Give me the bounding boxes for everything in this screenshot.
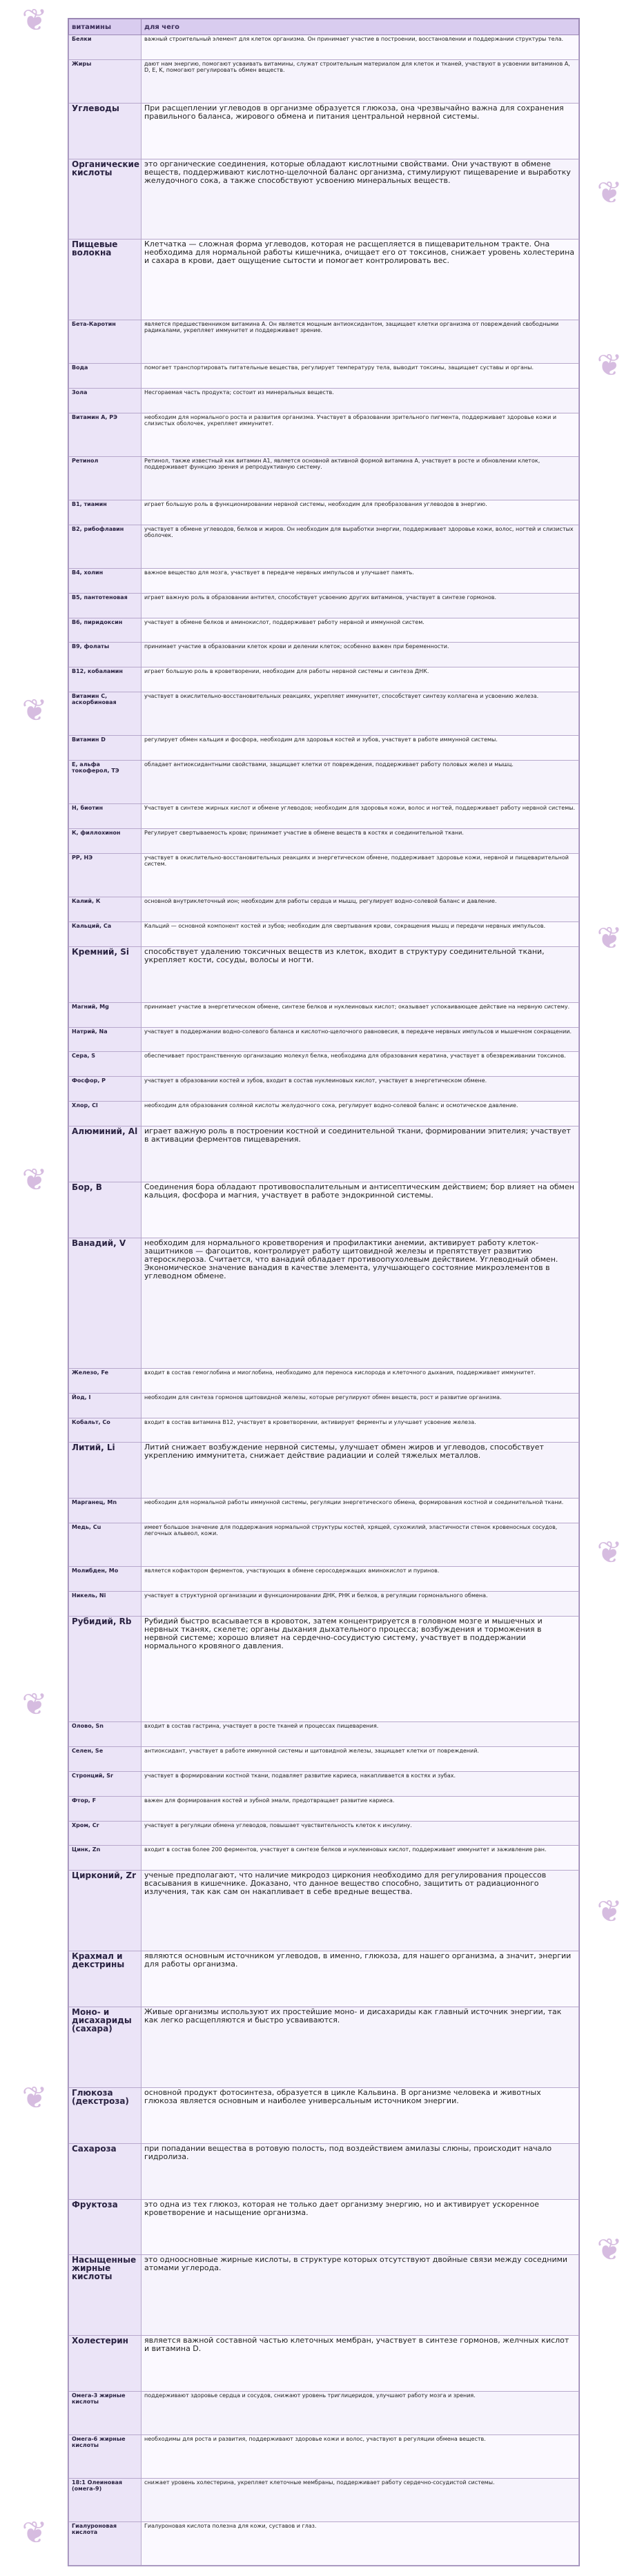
nutrient-description-cell: принимает участие в энергетическом обмене, синтезе белков и нуклеиновых кислот; оказывает успокаивающее действие на нервную систему.: [142, 1002, 579, 1027]
nutrient-description-cell: участвует в регуляции обмена углеводов, повышает чувствительность клеток к инсулину.: [142, 1821, 579, 1846]
column-header-name: витамины: [69, 19, 142, 35]
table-row: [69, 897, 579, 921]
nutrient-description-cell: Соединения бора обладают противовоспалительным и антисептическим действием; бор влияет на обмен кальция, фосфора и магния, участвует в работе эндокринной системы.: [142, 1182, 579, 1238]
nutrient-description-cell: Литий снижает возбуждение нервной системы, улучшает обмен жиров и углеводов, способствует укреплению иммунитета, снижает действие радиации и солей тяжелых металлов.: [142, 1443, 579, 1499]
table-row: [69, 804, 579, 829]
nutrient-description-cell: принимает участие в образовании клеток крови и делении клеток; особенно важен при беременности.: [142, 643, 579, 667]
table-row: [69, 364, 579, 389]
nutrient-description-cell: Участвует в синтезе жирных кислот и обмене углеводов; необходим для здоровья кожи, волос и ногтей, поддерживает работу нервной системы.: [142, 804, 579, 829]
nutrient-description-cell: Несгораемая часть продукта; состоит из минеральных веществ.: [142, 389, 579, 413]
nutrient-description-cell: Клетчатка — сложная форма углеводов, которая не расщепляется в пищеварительном тракте. Она необходима для нормальной работы кишечника, очищает его от токсинов, снижает уровень холестерина и сахара в крови, дает ощущение сытости и помогает контролировать вес.: [142, 240, 579, 320]
nutrient-description-cell: необходим для нормальной работы иммунной системы, регуляции энергетического обмена, формирования костной и соединительной ткани.: [142, 1499, 579, 1523]
nutrient-name-cell: В2, рибофлавин: [69, 525, 142, 568]
table-row: [69, 1102, 579, 1126]
nutrient-description-cell: является важной составной частью клеточных мембран, участвует в синтезе гормонов, желчных кислот и витамина D.: [142, 2336, 579, 2392]
nutrient-description-cell: играет важную роль в образовании антител, способствует усвоению других витаминов, участвует в синтезе гормонов.: [142, 593, 579, 618]
table-row: [69, 1846, 579, 1871]
swirl-ornament-icon: ❦: [21, 1687, 48, 1722]
nutrient-description-cell: участвует в обмене белков и аминокислот, поддерживает работу нервной и иммунной систем.: [142, 618, 579, 643]
nutrient-description-cell: поддерживают здоровье сердца и сосудов, снижают уровень триглицеридов, улучшают работу мозга и зрения.: [142, 2392, 579, 2435]
nutrient-description-cell: Ретинол, также известный как витамин А1, является основной активной формой витамина А, участвует в росте и обновлении клеток, поддерживает функцию зрения и репродуктивную систему.: [142, 456, 579, 500]
table-row: [69, 2143, 579, 2199]
table-row: [69, 829, 579, 854]
nutrient-name-cell: Насыщенные жирные кислоты: [69, 2255, 142, 2336]
nutrient-name-cell: Рубидий, Rb: [69, 1617, 142, 1722]
nutrient-description-cell: участвует в формировании костной ткани, подавляет развитие кариеса, накапливается в костях и зубах.: [142, 1771, 579, 1796]
nutrient-name-cell: Фруктоза: [69, 2199, 142, 2255]
swirl-ornament-icon: ❦: [21, 3, 48, 38]
nutrient-name-cell: Фосфор, Р: [69, 1077, 142, 1102]
swirl-ornament-icon: ❦: [596, 1535, 623, 1570]
nutrient-name-cell: К, филлохинон: [69, 829, 142, 854]
nutrient-name-cell: Ретинол: [69, 456, 142, 500]
table-row: [69, 35, 579, 60]
table-row: [69, 1951, 579, 2007]
swirl-ornament-icon: ❦: [21, 1162, 48, 1198]
table-row: [69, 568, 579, 593]
nutrient-description-cell: входит в состав витамина В12, участвует в кроветворении, активирует ферменты и улучшает усвоение железа.: [142, 1418, 579, 1443]
nutrient-name-cell: В9, фолаты: [69, 643, 142, 667]
nutrient-description-cell: необходимы для роста и развития, поддерживают здоровье кожи и волос, участвуют в регуляции обмена веществ.: [142, 2434, 579, 2478]
nutrient-description-cell: играет важную роль в построении костной и соединительной ткани, формировании эпителия; участвует в активации ферментов пищеварения.: [142, 1126, 579, 1182]
swirl-ornament-icon: ❦: [21, 693, 48, 728]
nutrient-description-cell: Живые организмы используют их простейшие моно- и дисахариды как главный источник энергии, так как легко расщепляются и быстро усваиваются.: [142, 2007, 579, 2088]
nutrient-description-cell: необходим для нормального роста и развития организма. Участвует в образовании зрительного пигмента, поддерживает здоровье кожи и слизистых оболочек, укрепляет иммунитет.: [142, 413, 579, 457]
nutrient-name-cell: Углеводы: [69, 103, 142, 159]
nutrient-description-cell: дают нам энергию, помогают усваивать витамины, служат строительным материалом для клеток и тканей, участвуют в усвоении витаминов A, D, E, K, помогают регулировать обмен веществ.: [142, 59, 579, 103]
table-row: [69, 1077, 579, 1102]
nutrient-name-cell: Молибден, Мо: [69, 1567, 142, 1592]
nutrient-description-cell: участвует в обмене углеводов, белков и жиров. Он необходим для выработки энергии, поддерживает здоровье кожи, волос, ногтей и слизистых оболочек.: [142, 525, 579, 568]
nutrient-name-cell: Моно- и дисахариды (сахара): [69, 2007, 142, 2088]
nutrient-name-cell: Витамин D: [69, 736, 142, 761]
nutrient-description-cell: необходим для нормального кроветворения и профилактики анемии, активирует работу клеток-защитников — фагоцитов, контролирует работу щитовидной железы и препятствует развитию атеросклероза. Считается, что ванадий обладает противоопухолевым действием. Углеводный обмен. Экономическое значение ванадия в качестве элемента, улучшающего состояние микроэлементов в углеводном обмене.: [142, 1238, 579, 1368]
nutrient-name-cell: Калий, К: [69, 897, 142, 921]
nutrient-name-cell: Сера, S: [69, 1052, 142, 1077]
swirl-ornament-icon: ❦: [596, 2232, 623, 2267]
nutrient-name-cell: Жиры: [69, 59, 142, 103]
table-row: [69, 1499, 579, 1523]
nutrient-description-cell: являются основным источником углеводов, в именно, глюкоза, для нашего организма, а значит, энергии для работы организма.: [142, 1951, 579, 2007]
nutrient-description-cell: ученые предполагают, что наличие микродоз циркония необходимо для регулирования процессов всасывания в кишечнике. Доказано, что данное вещество способно, защитить от радиационного излучения, так как сам он накапливает в себе вредные вещества.: [142, 1871, 579, 1951]
nutrient-name-cell: Бета-Каротин: [69, 320, 142, 364]
nutrient-name-cell: Ванадий, V: [69, 1238, 142, 1368]
nutrient-description-cell: При расщеплении углеводов в организме образуется глюкоза, она чрезвычайно важна для сохранения правильного баланса, жирового обмена и питания центральной нервной системы.: [142, 103, 579, 159]
table-row: [69, 1393, 579, 1418]
nutrient-name-cell: В4, холин: [69, 568, 142, 593]
nutrient-name-cell: В6, пиридоксин: [69, 618, 142, 643]
table-row: [69, 2199, 579, 2255]
nutrient-description-cell: входит в состав гастрина, участвует в росте тканей и процессах пищеварения.: [142, 1721, 579, 1746]
nutrient-name-cell: Алюминий, Al: [69, 1126, 142, 1182]
table-row: [69, 2392, 579, 2435]
nutrient-name-cell: Медь, Cu: [69, 1523, 142, 1567]
table-row: [69, 1617, 579, 1722]
table-header-row: [69, 19, 579, 35]
swirl-ornament-icon: ❦: [21, 2515, 48, 2550]
nutrient-description-cell: важный строительный элемент для клеток организма. Он принимает участие в построении, восстановлении и поддержании структуры тела.: [142, 35, 579, 60]
nutrient-name-cell: Йод, I: [69, 1393, 142, 1418]
table-row: [69, 456, 579, 500]
nutrient-name-cell: Пищевые волокна: [69, 240, 142, 320]
nutrient-name-cell: Белки: [69, 35, 142, 60]
nutrient-description-cell: снижает уровень холестерина, укрепляет клеточные мембраны, поддерживает работу сердечно-сосудистой системы.: [142, 2478, 579, 2521]
table-row: [69, 2087, 579, 2143]
nutrient-name-cell: Кальций, Са: [69, 921, 142, 946]
nutrient-description-cell: участвует в образовании костей и зубов, входит в состав нуклеиновых кислот, участвует в энергетическом обмене.: [142, 1077, 579, 1102]
nutrient-description-cell: обладает антиоксидантными свойствами, защищает клетки от повреждения, поддерживает работу половых желез и мышц.: [142, 761, 579, 804]
nutrient-description-cell: Регулирует свертываемость крови; принимает участие в обмене веществ в костях и соединительной ткани.: [142, 829, 579, 854]
table-row: [69, 2007, 579, 2088]
nutrient-description-cell: играет большую роль в кроветворении, необходим для работы нервной системы и синтеза ДНК.: [142, 667, 579, 692]
nutrient-description-cell: при попадании вещества в ротовую полость, под воздействием амилазы слюны, происходит начало гидролиза.: [142, 2143, 579, 2199]
nutrient-name-cell: Бор, В: [69, 1182, 142, 1238]
table-row: [69, 1746, 579, 1771]
table-row: [69, 1002, 579, 1027]
table-row: [69, 1721, 579, 1746]
table-row: [69, 1871, 579, 1951]
nutrient-description-cell: Кальций — основной компонент костей и зубов; необходим для свертывания крови, сокращения мышц и передачи нервных импульсов.: [142, 921, 579, 946]
nutrient-name-cell: В1, тиамин: [69, 500, 142, 525]
nutrient-name-cell: Кобальт, Со: [69, 1418, 142, 1443]
nutrient-description-cell: важен для формирования костей и зубной эмали, предотвращает развитие кариеса.: [142, 1796, 579, 1821]
nutrient-name-cell: Никель, Ni: [69, 1592, 142, 1617]
table-row: [69, 240, 579, 320]
table-row: [69, 2255, 579, 2336]
table-row: [69, 736, 579, 761]
table-row: [69, 500, 579, 525]
table-row: [69, 2478, 579, 2521]
nutrient-name-cell: Железо, Fe: [69, 1368, 142, 1393]
nutrient-description-cell: входит в состав гемоглобина и миоглобина, необходимо для переноса кислорода и клеточного дыхания, поддерживает иммунитет.: [142, 1368, 579, 1393]
nutrient-description-cell: основной продукт фотосинтеза, образуется в цикле Кальвина. В организме человека и животных глюкоза является основным и наиболее универсальным источником энергии.: [142, 2087, 579, 2143]
table-row: [69, 2434, 579, 2478]
table-row: [69, 667, 579, 692]
swirl-ornament-icon: ❦: [596, 175, 623, 211]
nutrient-description-cell: основной внутриклеточный ион; необходим для работы сердца и мышц, регулирует водно-солевой баланс и давление.: [142, 897, 579, 921]
table-row: [69, 1592, 579, 1617]
nutrient-name-cell: Олово, Sn: [69, 1721, 142, 1746]
nutrient-description-cell: необходим для синтеза гормонов щитовидной железы, которые регулируют обмен веществ, рост и развитие организма.: [142, 1393, 579, 1418]
table-row: [69, 1238, 579, 1368]
swirl-ornament-icon: ❦: [596, 921, 623, 956]
table-row: [69, 1052, 579, 1077]
nutrient-name-cell: Цинк, Zn: [69, 1846, 142, 1871]
table-body: [69, 35, 579, 2566]
nutrient-name-cell: В5, пантотеновая: [69, 593, 142, 618]
nutrient-description-cell: регулирует обмен кальция и фосфора, необходим для здоровья костей и зубов, участвует в работе иммунной системы.: [142, 736, 579, 761]
table-row: [69, 1796, 579, 1821]
nutrient-name-cell: Органические кислоты: [69, 159, 142, 240]
table-row: [69, 643, 579, 667]
nutrient-description-cell: входит в состав более 200 ферментов, участвует в синтезе белков и нуклеиновых кислот, поддерживает иммунитет и заживление ран.: [142, 1846, 579, 1871]
table-row: [69, 593, 579, 618]
nutrient-description-cell: Рубидий быстро всасывается в кровоток, затем концентрируется в головном мозге и мышечных и нервных тканях, скелете; органы дыхания дыхательного процесса; возбуждения и торможения в нервной системе; хорошо влияет на сердечно-сосудистую систему, участвует в поддержании нормального кровяного давления.: [142, 1617, 579, 1722]
table-row: [69, 618, 579, 643]
nutrient-name-cell: Магний, Mg: [69, 1002, 142, 1027]
table-row: [69, 1182, 579, 1238]
nutrient-name-cell: Литий, Li: [69, 1443, 142, 1499]
nutrient-name-cell: В12, кобаламин: [69, 667, 142, 692]
table-row: [69, 1443, 579, 1499]
table-row: [69, 921, 579, 946]
nutrient-description-cell: Гиалуроновая кислота полезна для кожи, суставов и глаз.: [142, 2521, 579, 2565]
table-row: [69, 1126, 579, 1182]
vitamins-table: [68, 18, 580, 2566]
nutrient-name-cell: Хлор, Cl: [69, 1102, 142, 1126]
nutrient-description-cell: имеет большое значение для поддержания нормальной структуры костей, хрящей, сухожилий, эластичности стенок кровеносных сосудов, легочных альвеол, кожи.: [142, 1523, 579, 1567]
nutrient-description-cell: способствует удалению токсичных веществ из клеток, входит в структуру соединительной ткани, укрепляет кости, сосуды, волосы и ногти.: [142, 946, 579, 1002]
nutrient-description-cell: это одноосновные жирные кислоты, в структуре которых отсутствуют двойные связи между соседними атомами углерода.: [142, 2255, 579, 2336]
nutrient-description-cell: антиоксидант, участвует в работе иммунной системы и щитовидной железы, защищает клетки от повреждений.: [142, 1746, 579, 1771]
swirl-ornament-icon: ❦: [596, 348, 623, 383]
nutrient-description-cell: играет большую роль в функционировании нервной системы, необходим для преобразования углеводов в энергию.: [142, 500, 579, 525]
nutrient-name-cell: Н, биотин: [69, 804, 142, 829]
nutrient-name-cell: РР, НЭ: [69, 853, 142, 897]
nutrient-description-cell: является предшественником витамина А. Он является мощным антиоксидантом, защищает клетки организма от повреждений свободными радикалами, укрепляет иммунитет и поддерживает зрение.: [142, 320, 579, 364]
table-row: [69, 692, 579, 736]
nutrient-name-cell: Омега-3 жирные кислоты: [69, 2392, 142, 2435]
table-row: [69, 1771, 579, 1796]
nutrient-name-cell: Кремний, Si: [69, 946, 142, 1002]
table-row: [69, 1027, 579, 1052]
nutrient-name-cell: Натрий, Na: [69, 1027, 142, 1052]
table-row: [69, 389, 579, 413]
nutrient-name-cell: 18:1 Олеиновая (омега-9): [69, 2478, 142, 2521]
nutrient-name-cell: Хром, Cr: [69, 1821, 142, 1846]
nutrient-description-cell: это одна из тех глюкоз, которая не только дает организму энергию, но и активирует ускоренное кроветворение и насыщение организма.: [142, 2199, 579, 2255]
nutrient-name-cell: Селен, Se: [69, 1746, 142, 1771]
table-row: [69, 2336, 579, 2392]
table-row: [69, 946, 579, 1002]
table-row: [69, 103, 579, 159]
table-row: [69, 853, 579, 897]
table-row: [69, 2521, 579, 2565]
table-row: [69, 1567, 579, 1592]
nutrient-name-cell: Е, альфа токоферол, ТЭ: [69, 761, 142, 804]
nutrient-name-cell: Цирконий, Zr: [69, 1871, 142, 1951]
nutrient-name-cell: Глюкоза (декстроза): [69, 2087, 142, 2143]
nutrient-name-cell: Витамин А, РЭ: [69, 413, 142, 457]
nutrient-description-cell: участвует в окислительно-восстановительных реакциях, укрепляет иммунитет, способствует синтезу коллагена и усвоению железа.: [142, 692, 579, 736]
nutrient-description-cell: обеспечивает пространственную организацию молекул белка, необходима для образования кератина, участвует в обезвреживании токсинов.: [142, 1052, 579, 1077]
table-row: [69, 761, 579, 804]
nutrient-description-cell: важное вещество для мозга, участвует в передаче нервных импульсов и улучшает память.: [142, 568, 579, 593]
nutrient-name-cell: Витамин С, аскорбиновая: [69, 692, 142, 736]
nutrient-description-cell: участвует в окислительно-восстановительных реакциях и энергетическом обмене, поддерживает здоровье кожи, нервной и пищеварительной систем.: [142, 853, 579, 897]
swirl-ornament-icon: ❦: [596, 1894, 623, 1929]
nutrient-name-cell: Фтор, F: [69, 1796, 142, 1821]
nutrient-description-cell: помогает транспортировать питательные вещества, регулирует температуру тела, выводит токсины, защищает суставы и органы.: [142, 364, 579, 389]
nutrient-description-cell: участвует в структурной организации и функционировании ДНК, РНК и белков, в регуляции гормонального обмена.: [142, 1592, 579, 1617]
nutrient-name-cell: Гиалуроновая кислота: [69, 2521, 142, 2565]
table-row: [69, 1523, 579, 1567]
table-row: [69, 1368, 579, 1393]
nutrient-name-cell: Стронций, Sr: [69, 1771, 142, 1796]
table-row: [69, 413, 579, 457]
swirl-ornament-icon: ❦: [21, 2080, 48, 2116]
nutrient-name-cell: Холестерин: [69, 2336, 142, 2392]
nutrient-name-cell: Крахмал и декстрины: [69, 1951, 142, 2007]
nutrient-description-cell: является кофактором ферментов, участвующих в обмене серосодержащих аминокислот и пуринов.: [142, 1567, 579, 1592]
nutrient-description-cell: это органические соединения, которые обладают кислотными свойствами. Они участвуют в обмене веществ, поддерживают кислотно-щелочной баланс организма, стимулируют пищеварение и выработку желудочного сока, а также способствуют усвоению минеральных веществ.: [142, 159, 579, 240]
table-row: [69, 525, 579, 568]
nutrient-description-cell: участвует в поддержании водно-солевого баланса и кислотно-щелочного равновесия, в передаче нервных импульсов и мышечном сокращении.: [142, 1027, 579, 1052]
table-row: [69, 1418, 579, 1443]
table-row: [69, 1821, 579, 1846]
column-header-desc: для чего: [142, 19, 579, 35]
table-row: [69, 59, 579, 103]
nutrient-description-cell: необходим для образования соляной кислоты желудочного сока, регулирует водно-солевой баланс и осмотическое давление.: [142, 1102, 579, 1126]
table-row: [69, 320, 579, 364]
nutrient-name-cell: Вода: [69, 364, 142, 389]
nutrient-name-cell: Зола: [69, 389, 142, 413]
nutrient-name-cell: Омега-6 жирные кислоты: [69, 2434, 142, 2478]
nutrient-name-cell: Сахароза: [69, 2143, 142, 2199]
table-row: [69, 159, 579, 240]
nutrient-name-cell: Марганец, Mn: [69, 1499, 142, 1523]
